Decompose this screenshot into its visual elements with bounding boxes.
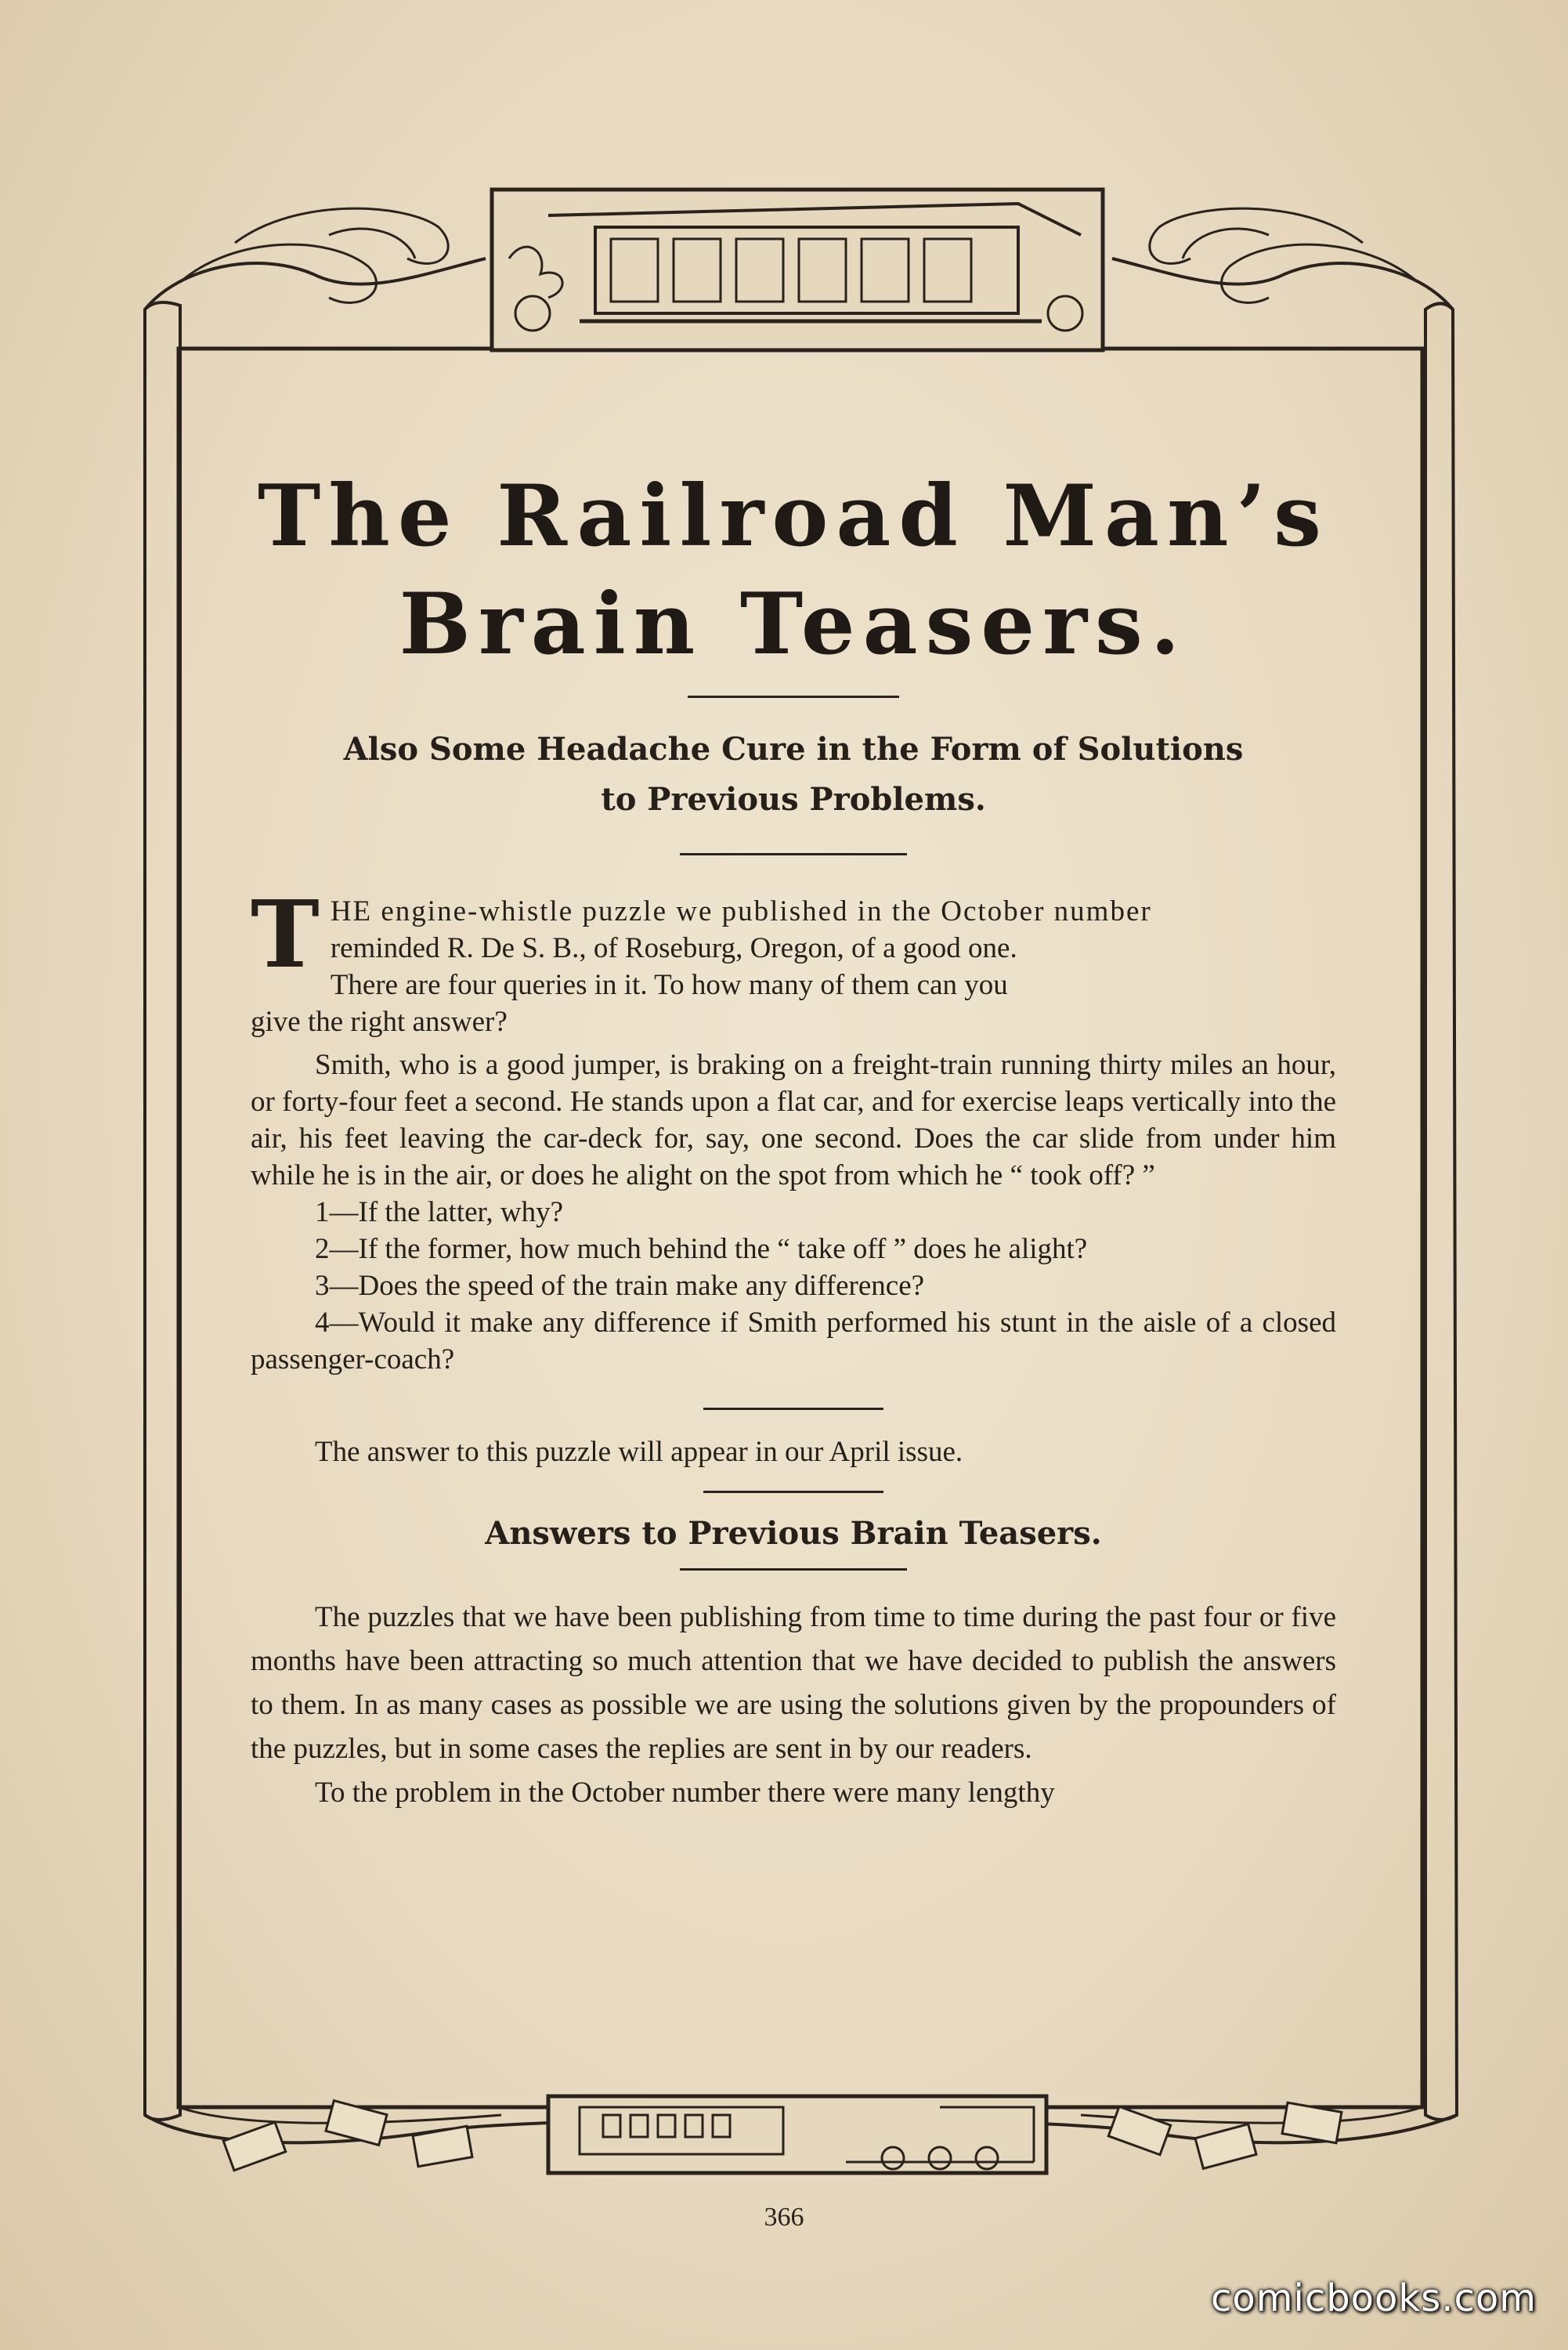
drop-cap: T bbox=[251, 880, 320, 989]
answers-paragraph: The puzzles that we have been publishing from time to time during the past four or five months have been attracting so much attention that we have decided to publish the answers to them. In as many cases as possible we are using the solutions given by the propounders of the puzzles, but in some cases the replies are sent in by our readers. bbox=[251, 1601, 1336, 1765]
divider bbox=[688, 696, 899, 698]
answers-heading: Answers to Previous Brain Teasers. bbox=[485, 1515, 1102, 1552]
divider bbox=[680, 1568, 907, 1571]
puzzle-paragraph: Smith, who is a good jumper, is braking on a freight-train running thirty miles an hour, or forty-four feet a second. He stands upon a flat car, and for exercise leaps vertically into the air, his feet leaving the car-deck for, say, one second. Does the car slide from under him while he is in the air, or does he alight on the spot from which he “ took off? ” bbox=[251, 1049, 1336, 1191]
continuation-line: To the problem in the October number there were many lengthy bbox=[315, 1777, 1055, 1809]
intro-line-2: reminded R. De S. B., of Roseburg, Oregon, of a good one. bbox=[330, 932, 1017, 964]
divider bbox=[703, 1408, 883, 1410]
railroad-car-illustration-top bbox=[492, 190, 1103, 350]
site-watermark: comicbooks.com bbox=[1210, 2276, 1537, 2320]
title-line-1: The Railroad Man’s bbox=[258, 467, 1329, 566]
subtitle-line-2: to Previous Problems. bbox=[601, 781, 986, 818]
question-item: 4—Would it make any difference if Smith performed his stunt in the aisle of a closed passenger-coach? bbox=[251, 1307, 1336, 1376]
question-item: 3—Does the speed of the train make any difference? bbox=[315, 1270, 925, 1302]
title-line-2: Brain Teasers. bbox=[399, 575, 1188, 674]
divider bbox=[703, 1491, 883, 1493]
question-item: 2—If the former, how much behind the “ take off ” does he alight? bbox=[315, 1233, 1088, 1265]
divider bbox=[680, 853, 907, 855]
intro-line-3: There are four queries in it. To how many of them can you bbox=[330, 969, 1008, 1001]
article-title bbox=[251, 462, 1336, 678]
subtitle bbox=[251, 725, 1336, 825]
page-number: 366 bbox=[764, 2203, 804, 2232]
question-list bbox=[251, 1194, 1336, 1378]
subtitle-line-1: Also Some Headache Cure in the Form of Solutions bbox=[343, 731, 1244, 768]
intro-line-1: HE engine-whistle puzzle we published in the October number bbox=[330, 895, 1152, 927]
article bbox=[251, 462, 1336, 1815]
intro-paragraph bbox=[251, 880, 1336, 1040]
intro-line-4: give the right answer? bbox=[251, 1006, 508, 1038]
question-item: 1—If the latter, why? bbox=[315, 1196, 564, 1228]
answer-note: The answer to this puzzle will appear in our April issue. bbox=[315, 1436, 963, 1468]
train-illustration-bottom bbox=[548, 2096, 1046, 2173]
